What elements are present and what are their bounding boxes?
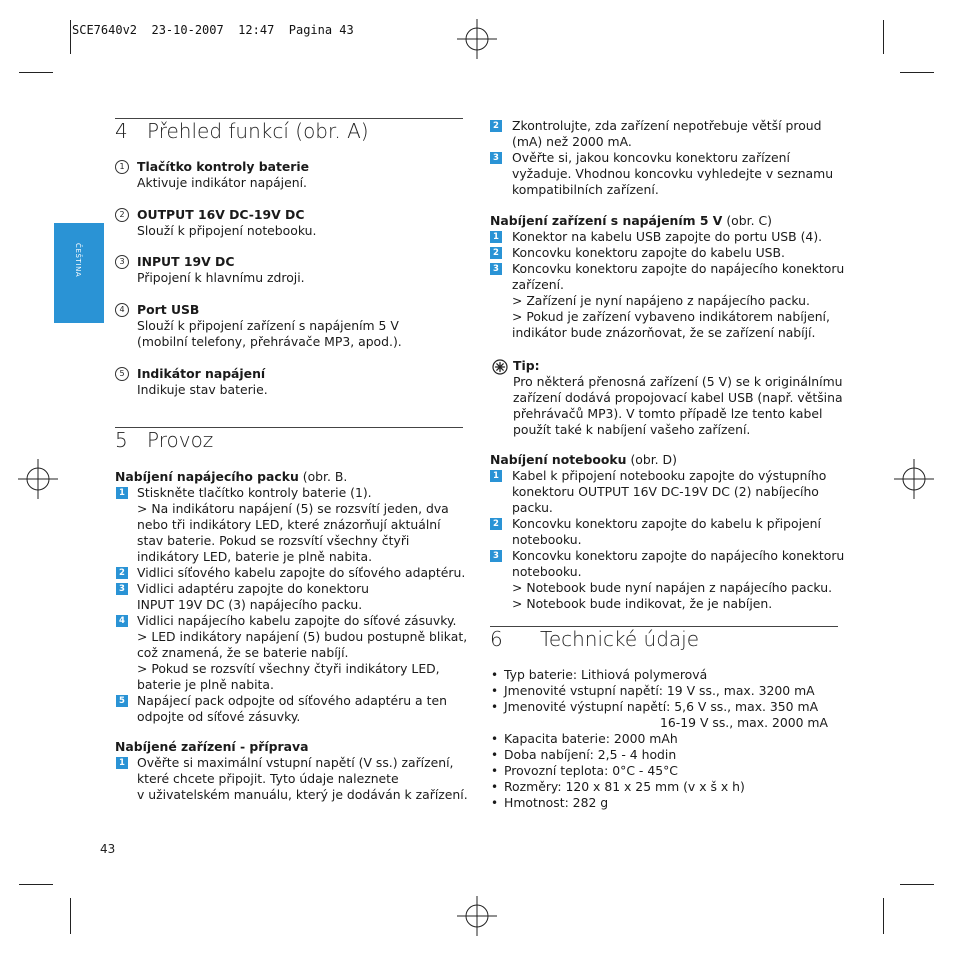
feature-number-icon: 3 xyxy=(115,255,129,269)
step-text: Koncovku konektoru zapojte do kabelu k připojení xyxy=(512,516,821,531)
print-slug: SCE7640v2 23-10-2007 12:47 Pagina 43 xyxy=(72,23,354,37)
step-number-badge: 4 xyxy=(116,615,128,627)
step-number-badge: 1 xyxy=(116,487,128,499)
language-tab-label: ČEŠTINA xyxy=(74,243,82,278)
step-text: indikátor bude znázorňovat, že se zařízení nabíjí. xyxy=(512,325,816,340)
spec-item: Jmenovité výstupní napětí: 5,6 V ss., max. 350 mA xyxy=(504,699,819,714)
language-tab xyxy=(54,223,104,323)
step-text: Konektor na kabelu USB zapojte do portu USB (4). xyxy=(512,229,823,244)
step-text: > Notebook bude indikovat, že je nabíjen. xyxy=(512,596,773,611)
step-text: indikátory LED, baterie je plně nabita. xyxy=(137,549,373,564)
section-number: 4 xyxy=(115,119,128,143)
section-number: 5 xyxy=(115,428,128,452)
step-text: vyžaduje. Vhodnou koncovku vyhledejte v seznamu xyxy=(512,166,834,181)
step-number-badge: 2 xyxy=(490,518,502,530)
step-number-badge: 5 xyxy=(116,695,128,707)
crop-mark xyxy=(19,72,53,73)
crop-mark xyxy=(70,20,71,54)
step-text: Stiskněte tlačítko kontroly baterie (1). xyxy=(137,485,372,500)
step-number-badge: 1 xyxy=(490,470,502,482)
step-text: Vidlici adaptéru zapojte do konektoru xyxy=(137,581,370,596)
section-6-heading xyxy=(490,626,838,656)
tip-line: přehrávačů MP3). V tomto případě lze tento kabel xyxy=(513,406,823,421)
step-text: > Notebook bude nyní napájen z napájecího packu. xyxy=(512,580,833,595)
step-text: v uživatelském manuálu, který je dodáván k zařízení. xyxy=(137,787,468,802)
step-text: Vidlici napájecího kabelu zapojte do síťové zásuvky. xyxy=(137,613,457,628)
step-text: (mA) než 2000 mA. xyxy=(512,134,632,149)
section-title: Technické údaje xyxy=(540,627,700,651)
step-text: Koncovku konektoru zapojte do kabelu USB. xyxy=(512,245,785,260)
step-text: které chcete připojit. Tyto údaje naleznete xyxy=(137,771,399,786)
crop-mark xyxy=(883,20,884,54)
feature-title: INPUT 19V DC xyxy=(137,254,235,269)
step-text: notebooku. xyxy=(512,532,582,547)
registration-mark-icon xyxy=(457,19,497,59)
subheading-charging-pack xyxy=(115,469,347,485)
step-number-badge: 3 xyxy=(490,263,502,275)
step-number-badge: 3 xyxy=(490,152,502,164)
section-title: Provoz xyxy=(147,428,214,452)
feature-number-icon: 5 xyxy=(115,367,129,381)
section-5-heading xyxy=(115,427,463,457)
step-number-badge: 3 xyxy=(116,583,128,595)
feature-number-icon: 2 xyxy=(115,208,129,222)
step-text: > Zařízení je nyní napájeno z napájecího packu. xyxy=(512,293,810,308)
step-text: > Pokud je zařízení vybaveno indikátorem nabíjení, xyxy=(512,309,830,324)
step-text: > LED indikátory napájení (5) budou postupně blikat, xyxy=(137,629,468,644)
bullet-icon: • xyxy=(491,700,499,714)
bullet-icon: • xyxy=(491,668,499,682)
tip-icon xyxy=(492,359,508,375)
step-text: notebooku. xyxy=(512,564,582,579)
subheading-rest: (obr. B. xyxy=(298,469,348,484)
bullet-icon: • xyxy=(491,796,499,810)
registration-mark-icon xyxy=(457,896,497,936)
step-number-badge: 2 xyxy=(116,567,128,579)
subheading-bold: Nabíjení zařízení s napájením 5 V xyxy=(490,213,723,228)
tip-line: použít také k nabíjení vašeho zařízení. xyxy=(513,422,751,437)
feature-description: Připojení k hlavnímu zdroji. xyxy=(137,270,305,285)
step-text: Koncovku konektoru zapojte do napájecího konektoru xyxy=(512,548,845,563)
step-number-badge: 3 xyxy=(490,550,502,562)
tip-line: zařízení dodává propojovací kabel USB (např. většina xyxy=(513,390,843,405)
subheading-bold: Nabíjení notebooku xyxy=(490,452,627,467)
spec-item-continued: 16-19 V ss., max. 2000 mA xyxy=(660,715,828,730)
feature-title: Indikátor napájení xyxy=(137,366,266,381)
step-number-badge: 1 xyxy=(116,757,128,769)
crop-mark xyxy=(900,884,934,885)
step-number-badge: 2 xyxy=(490,247,502,259)
subheading-bold: Nabíjení napájecího packu xyxy=(115,469,299,484)
section-title: Přehled funkcí (obr. A) xyxy=(147,119,369,143)
bullet-icon: • xyxy=(491,748,499,762)
spec-item: Provozní teplota: 0°C - 45°C xyxy=(504,763,678,778)
subheading-rest: (obr. D) xyxy=(626,452,677,467)
bullet-icon: • xyxy=(491,732,499,746)
feature-description: Slouží k připojení zařízení s napájením 5 V xyxy=(137,318,399,333)
step-text: packu. xyxy=(512,500,553,515)
step-text: stav baterie. Pokud se rozsvítí všechny čtyři xyxy=(137,533,410,548)
feature-description: (mobilní telefony, přehrávače MP3, apod.). xyxy=(137,334,402,349)
bullet-icon: • xyxy=(491,764,499,778)
step-text: zařízení. xyxy=(512,277,564,292)
registration-mark-icon xyxy=(18,459,58,499)
crop-mark xyxy=(70,898,71,934)
step-text: Koncovku konektoru zapojte do napájecího konektoru xyxy=(512,261,845,276)
spec-item: Kapacita baterie: 2000 mAh xyxy=(504,731,678,746)
spec-item: Doba nabíjení: 2,5 - 4 hodin xyxy=(504,747,677,762)
tip-title: Tip: xyxy=(513,358,540,373)
step-text: > Pokud se rozsvítí všechny čtyři indikátory LED, xyxy=(137,661,440,676)
feature-title: OUTPUT 16V DC-19V DC xyxy=(137,207,305,222)
step-text: > Na indikátoru napájení (5) se rozsvítí jeden, dva xyxy=(137,501,449,516)
crop-mark xyxy=(883,898,884,934)
subheading-notebook-charging xyxy=(490,452,677,468)
step-text: INPUT 19V DC (3) napájecího packu. xyxy=(137,597,363,612)
feature-description: Indikuje stav baterie. xyxy=(137,382,268,397)
registration-mark-icon xyxy=(894,459,934,499)
step-number-badge: 1 xyxy=(490,231,502,243)
feature-number-icon: 4 xyxy=(115,303,129,317)
section-number: 6 xyxy=(490,627,503,651)
subheading-5v-charging xyxy=(490,213,772,229)
feature-description: Slouží k připojení notebooku. xyxy=(137,223,317,238)
step-text: Zkontrolujte, zda zařízení nepotřebuje větší proud xyxy=(512,118,822,133)
step-text: což znamená, že se baterie nabíjí. xyxy=(137,645,349,660)
subheading-rest: (obr. C) xyxy=(722,213,772,228)
feature-number-icon: 1 xyxy=(115,160,129,174)
section-4-heading xyxy=(115,118,463,148)
step-text: Ověřte si, jakou koncovku konektoru zařízení xyxy=(512,150,790,165)
feature-title: Port USB xyxy=(137,302,200,317)
bullet-icon: • xyxy=(491,684,499,698)
spec-item: Typ baterie: Lithiová polymerová xyxy=(504,667,708,682)
page-number: 43 xyxy=(100,842,116,856)
step-text: Napájecí pack odpojte od síťového adaptéru a ten xyxy=(137,693,447,708)
step-text: konektoru OUTPUT 16V DC-19V DC (2) nabíjecího xyxy=(512,484,819,499)
spec-item: Hmotnost: 282 g xyxy=(504,795,609,810)
subheading-device-prep: Nabíjené zařízení - příprava xyxy=(115,739,309,754)
step-text: odpojte od síťové zásuvky. xyxy=(137,709,301,724)
step-number-badge: 2 xyxy=(490,120,502,132)
crop-mark xyxy=(19,884,53,885)
step-text: Kabel k připojení notebooku zapojte do výstupního xyxy=(512,468,827,483)
spec-item: Jmenovité vstupní napětí: 19 V ss., max. 3200 mA xyxy=(504,683,815,698)
tip-line: Pro některá přenosná zařízení (5 V) se k originálnímu xyxy=(513,374,843,389)
step-text: Vidlici síťového kabelu zapojte do síťového adaptéru. xyxy=(137,565,466,580)
feature-description: Aktivuje indikátor napájení. xyxy=(137,175,307,190)
step-text: kompatibilních zařízení. xyxy=(512,182,659,197)
step-text: Ověřte si maximální vstupní napětí (V ss.) zařízení, xyxy=(137,755,454,770)
crop-mark xyxy=(900,72,934,73)
feature-title: Tlačítko kontroly baterie xyxy=(137,159,310,174)
step-text: nebo tři indikátory LED, které znázorňují aktuální xyxy=(137,517,441,532)
bullet-icon: • xyxy=(491,780,499,794)
step-text: baterie je plně nabita. xyxy=(137,677,274,692)
spec-item: Rozměry: 120 x 81 x 25 mm (v x š x h) xyxy=(504,779,745,794)
